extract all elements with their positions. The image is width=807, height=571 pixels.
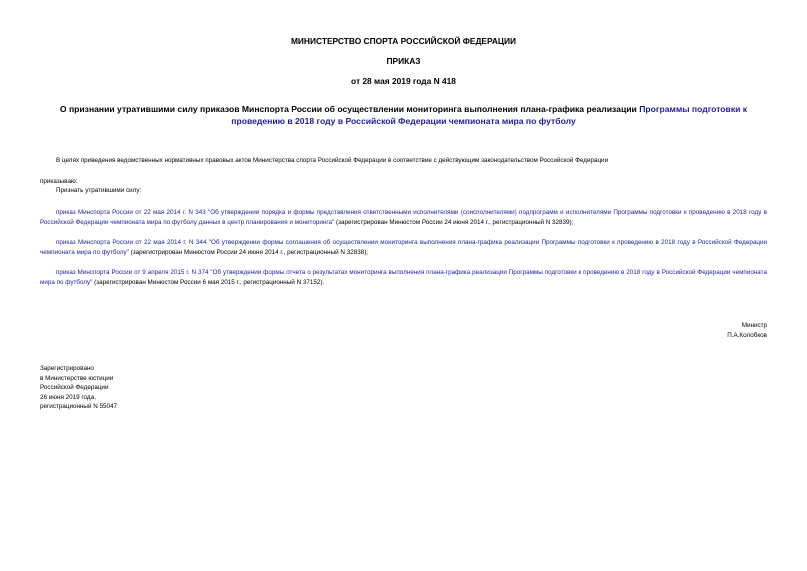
registration-line: регистрационный N 55047 bbox=[40, 403, 118, 411]
signature-name: П.А.Колобков bbox=[727, 331, 767, 339]
document-title bbox=[40, 104, 767, 127]
order-343-link[interactable]: приказ Минспорта России от 22 мая 2014 г. N 343 "Об утверждении порядка и формы представления ответственными исполнителями (соисполнителями) подпрограмм и исполнителями Программы подготовки к проведению в 2018 году в Российской Федерации чемпионата мира по футболу данных в центр планирования и мониторинга" bbox=[40, 209, 767, 226]
order-374-registration: (зарегистрирован Минюстом России 6 мая 2015 г., регистрационный N 37152). bbox=[92, 278, 325, 286]
signature-block bbox=[727, 321, 767, 340]
declare-paragraph: Признать утратившими силу: bbox=[56, 187, 142, 194]
order-343-registration: (зарегистрирован Минюстом России 24 июня 2014 г., регистрационный N 32839); bbox=[334, 218, 574, 226]
title-text: О признании утратившими силу приказов Минспорта России об осуществлении мониторинга выполнения плана-графика реализации bbox=[59, 104, 640, 114]
registration-block bbox=[40, 364, 117, 412]
doc-type-heading: ПРИКАЗ bbox=[386, 56, 421, 66]
registration-line: 26 июня 2019 года, bbox=[40, 393, 96, 401]
order-344-registration: (зарегистрирован Минюстом России 24 июня 2014 г., регистрационный N 32838); bbox=[128, 248, 369, 256]
signature-position: Министр bbox=[741, 322, 767, 329]
list-item bbox=[40, 268, 767, 287]
registration-line: Зарегистрировано bbox=[40, 365, 94, 372]
ministry-heading: МИНИСТЕРСТВО СПОРТА РОССИЙСКОЙ ФЕДЕРАЦИИ bbox=[290, 36, 517, 46]
list-item bbox=[40, 238, 767, 257]
date-number-heading: от 28 мая 2019 года N 418 bbox=[351, 76, 456, 86]
registration-line: в Министерстве юстиции bbox=[40, 374, 114, 382]
registration-line: Российской Федерации bbox=[40, 384, 109, 392]
title-program-link[interactable]: Программы подготовки к проведению в 2018 году в Российской Федерации чемпионата мира по футболу bbox=[231, 104, 748, 126]
order-374-link[interactable]: приказ Минспорта России от 9 апреля 2015 г. N 374 "Об утверждении формы отчета о результатах мониторинга выполнения плана-графика реализации Программы подготовки к проведению в 2018 году в Российской Федерации чемпионата мира по футболу" bbox=[40, 269, 767, 286]
list-item bbox=[40, 208, 767, 227]
order-344-link[interactable]: приказ Минспорта России от 22 мая 2014 г. N 344 "Об утверждении формы соглашения об осуществлении мониторинга выполнения плана-графика реализации Программы подготовки к проведению в 2018 году в Российской Федерации чемпионата мира по футболу" bbox=[40, 239, 767, 256]
intro-paragraph: В целях приведения ведомственных нормативных правовых актов Министерства спорта Российской Федерации в соответствие с действующим законодательством Российской Федерации bbox=[56, 157, 609, 164]
order-word: приказываю: bbox=[40, 178, 78, 185]
